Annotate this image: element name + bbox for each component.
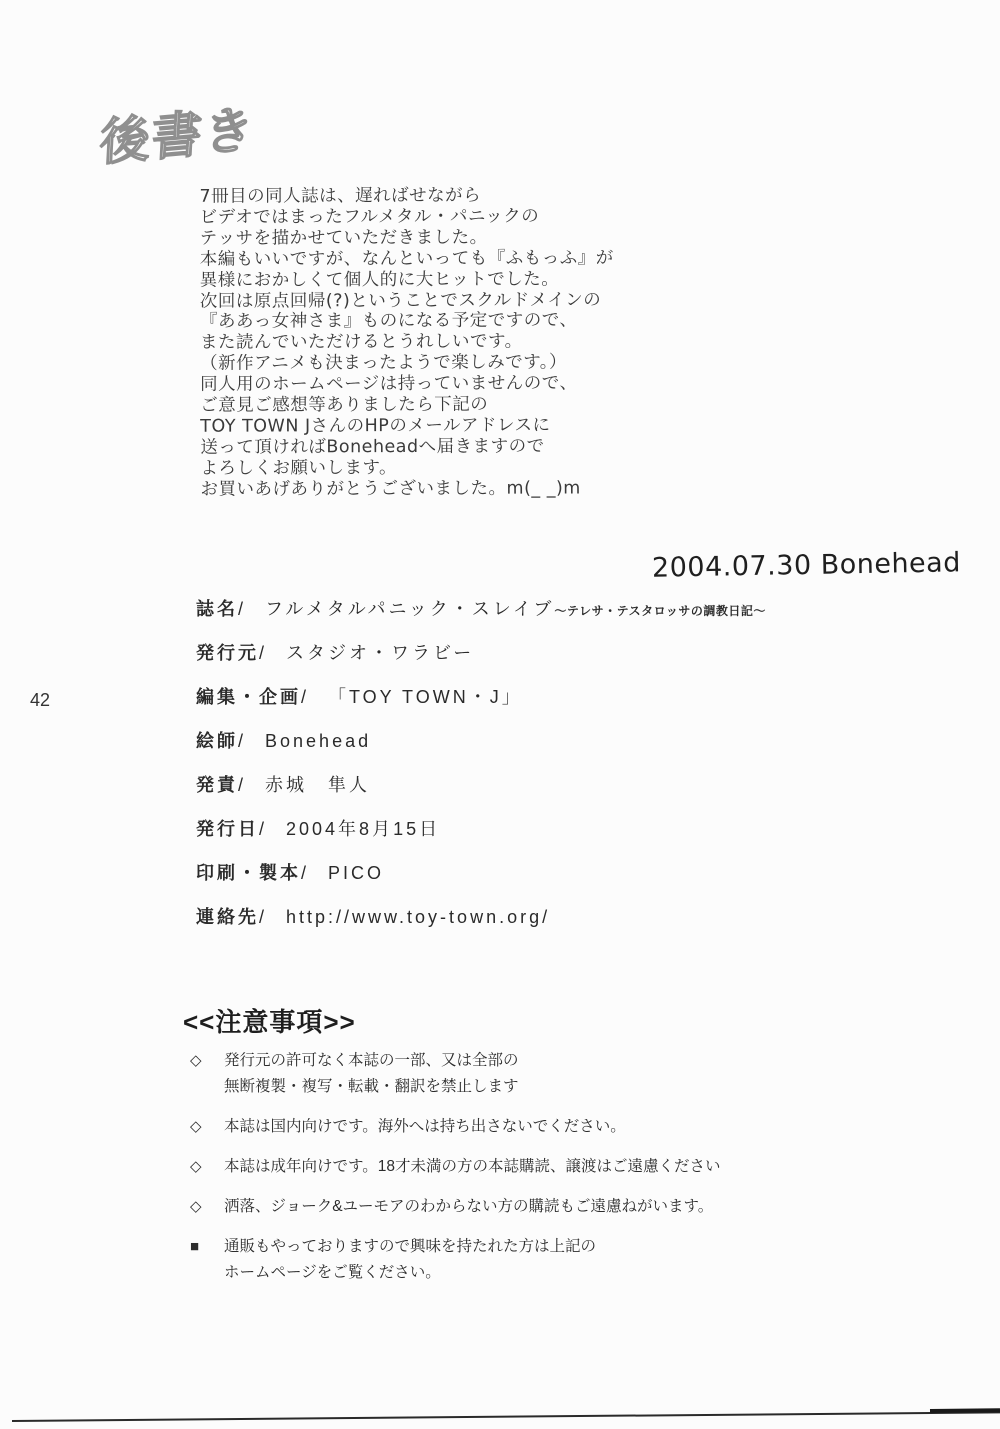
colophon-slash: / [301, 687, 307, 707]
notice-text [224, 1048, 519, 1100]
colophon-value: スタジオ・ワラビー [286, 643, 475, 663]
afterword-line: 『ああっ女神さま』ものになる予定ですので、 [199, 310, 578, 333]
afterword-line: ご意見ご感想等ありましたら下記の [200, 394, 489, 416]
diamond-bullet-icon: ◇ [190, 1198, 202, 1215]
notice-line: 発行元の許可なく本誌の一部、又は全部の [224, 1052, 519, 1069]
colophon-slash: / [238, 731, 244, 751]
colophon-slash: / [238, 599, 244, 619]
scan-edge-line-end [930, 1408, 1000, 1413]
notice-item [190, 1048, 721, 1100]
colophon-row [196, 908, 766, 926]
colophon-slash: / [259, 819, 265, 839]
notice-line: 本誌は成年向けです。18才未満の方の本誌購読、譲渡はご遠慮ください [224, 1158, 721, 1175]
notice-text [224, 1114, 626, 1140]
colophon-label: 絵師 [196, 731, 238, 751]
notice-text [224, 1194, 713, 1220]
colophon-row [196, 644, 766, 662]
notice-line: 無断複製・複写・転載・翻訳を禁止します [224, 1078, 519, 1095]
colophon-label: 発行日 [196, 819, 259, 839]
notice-item [190, 1234, 721, 1286]
colophon-value-suffix: ～テレサ・テスタロッサの調教日記～ [554, 604, 766, 618]
notice-text [224, 1154, 721, 1180]
colophon-row [196, 820, 766, 838]
colophon [196, 600, 766, 952]
colophon-label: 印刷・製本 [196, 863, 301, 883]
colophon-row [196, 688, 766, 706]
colophon-slash: / [259, 907, 265, 927]
diamond-bullet-icon: ◇ [190, 1118, 202, 1135]
notice-line: 通販もやっておりますので興味を持たれた方は上記の [224, 1238, 597, 1255]
author-signature: 2004.07.30 Bonehead [651, 547, 962, 584]
afterword-line: よろしくお願いします。 [200, 457, 398, 479]
colophon-value: 2004年8月15日 [286, 819, 441, 839]
diamond-bullet-icon: ◇ [190, 1158, 202, 1175]
colophon-row [196, 776, 766, 794]
notice-line: 本誌は国内向けです。海外へは持ち出さないでください。 [224, 1118, 626, 1135]
colophon-slash: / [301, 863, 307, 883]
afterword-line: TOY TOWN JさんのHPのメールアドレスに [200, 415, 551, 437]
colophon-row [196, 600, 766, 618]
notice-line: 洒落、ジョーク&ユーモアのわからない方の購読もご遠慮ねがいます。 [224, 1198, 714, 1215]
colophon-label: 誌名 [196, 599, 238, 619]
colophon-value: 赤城 隼人 [265, 775, 371, 795]
colophon-label: 連絡先 [196, 907, 259, 927]
colophon-row [196, 864, 766, 882]
square-bullet-icon: ■ [190, 1238, 200, 1255]
notice-item [190, 1114, 721, 1140]
colophon-label: 発責 [196, 775, 238, 795]
afterword-line: 次回は原点回帰(?)ということでスクルドメインの [199, 289, 602, 312]
page-title: 後書き [98, 99, 258, 173]
colophon-label: 編集・企画 [196, 687, 301, 707]
colophon-value: Bonehead [265, 731, 372, 751]
notice-item [190, 1154, 721, 1180]
colophon-value: PICO [328, 863, 385, 883]
colophon-value: フルメタルパニック・スレイブ [265, 599, 555, 619]
notice-item [190, 1194, 721, 1220]
afterword-line: （新作アニメも決まったようで楽しみです。） [200, 352, 568, 374]
afterword-line: 同人用のホームページは持っていませんので、 [200, 373, 578, 395]
afterword-line: テッサを描かせていただきました。 [199, 227, 488, 249]
afterword-line: 7冊目の同人誌は、遅ればせながら [199, 185, 482, 207]
colophon-row [196, 732, 766, 750]
colophon-label: 発行元 [196, 643, 259, 663]
colophon-slash: / [259, 643, 265, 663]
afterword-line: ビデオではまったフルメタル・パニックの [199, 206, 540, 228]
afterword-line: また読んでいただけるとうれしいです。 [199, 331, 523, 354]
afterword-line: 送って頂ければBoneheadへ届きますので [200, 436, 545, 458]
notice-line: ホームページをご覧ください。 [224, 1264, 441, 1281]
afterword-text [199, 185, 614, 500]
colophon-slash: / [238, 775, 244, 795]
page-number: 42 [30, 690, 51, 710]
notices-list [190, 1048, 721, 1300]
afterword-line: 本編もいいですが、なんといっても『ふもっふ』が [199, 247, 614, 270]
diamond-bullet-icon: ◇ [190, 1052, 202, 1069]
afterword-line: 異様におかしくて個人的に大ヒットでした。 [199, 269, 560, 291]
colophon-value: 「TOY TOWN・J」 [328, 687, 523, 707]
notice-text [224, 1234, 596, 1286]
colophon-value: http://www.toy-town.org/ [286, 907, 551, 927]
scan-edge-line [12, 1411, 1000, 1422]
notices-header: <<注意事項>> [183, 1007, 356, 1037]
afterword-line: お買いあげありがとうございました。m(_ _)m [200, 478, 581, 500]
